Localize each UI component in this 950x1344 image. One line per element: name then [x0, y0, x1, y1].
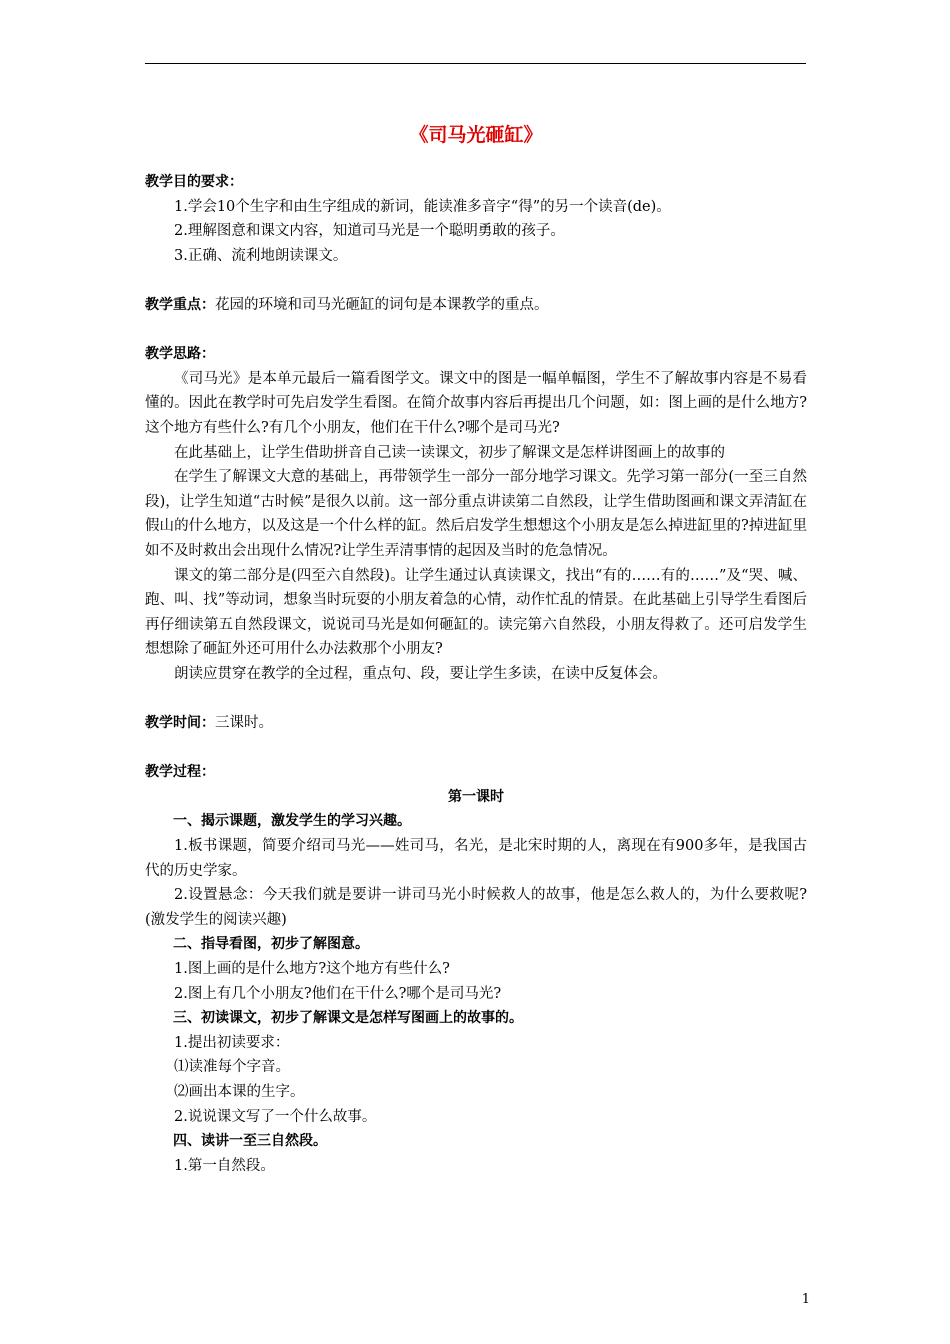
step-heading: 四、读讲一至三自然段。	[173, 1133, 327, 1150]
approach-paragraph: 《司马光》是本单元最后一篇看图学文。课文中的图是一幅单幅图，学生不了解故事内容是不易看懂的。因此在教学时可先启发学生看图。在简介故事内容后再提出几个问题，如：图上画的是什么地方?这个地方有些什么?有几个小朋友，他们在干什么?哪个是司马光?	[145, 370, 807, 436]
objective-item: 1.学会10个生字和由生字组成的新词，能读准多音字“得”的另一个读音(de)。	[174, 198, 671, 215]
step-item: 2.设置悬念：今天我们就是要讲一讲司马光小时候救人的故事，他是怎么救人的，为什么要救呢?(激发学生的阅读兴趣)	[145, 887, 807, 928]
step-item: 2.图上有几个小朋友?他们在干什么?哪个是司马光?	[174, 985, 502, 1002]
time-text: 三课时。	[215, 715, 273, 732]
approach-paragraph: 在此基础上，让学生借助拼音自己读一读课文，初步了解课文是怎样讲图画上的故事的	[174, 444, 725, 461]
approach-paragraph: 朗读应贯穿在教学的全过程，重点句、段，要让学生多读，在读中反复体会。	[174, 665, 667, 682]
time-label: 教学时间：	[145, 715, 215, 732]
step-item: ⑴读准每个字音。	[174, 1059, 290, 1076]
process-label: 教学过程：	[145, 764, 215, 781]
objectives-section	[145, 170, 807, 268]
key-points-label: 教学重点：	[145, 296, 215, 313]
approach-label: 教学思路：	[145, 346, 215, 363]
step-item: 2.说说课文写了一个什么故事。	[174, 1108, 377, 1125]
step-item: 1.图上画的是什么地方?这个地方有些什么?	[174, 961, 450, 977]
objectives-label: 教学目的要求：	[145, 174, 243, 190]
step-heading: 一、揭示课题，激发学生的学习兴趣。	[173, 813, 411, 830]
objective-item: 3.正确、流利地朗读课文。	[174, 247, 348, 264]
key-points-text: 花园的环境和司马光砸缸的词句是本课教学的重点。	[215, 296, 549, 313]
step-item: 1.第一自然段。	[174, 1157, 275, 1174]
page-number: 1	[801, 1292, 810, 1307]
step-item: ⑵画出本课的生字。	[174, 1083, 305, 1100]
time-section	[145, 711, 807, 736]
document-body	[145, 120, 807, 1178]
process-section	[145, 760, 807, 1178]
approach-paragraph: 在学生了解课文大意的基础上，再带领学生一部分一部分地学习课文。先学习第一部分(一至三自然段)，让学生知道“古时候”是很久以前。这一部分重点讲读第二自然段，让学生借助图画和课文弄清缸在假山的什么地方，以及这是一个什么样的缸。然后启发学生想想这个小朋友是怎么掉进缸里的?掉进缸里如不及时救出会出现什么情况?让学生弄清事情的起因及当时的危急情况。	[145, 469, 807, 559]
step-item: 1.提出初读要求：	[174, 1034, 290, 1051]
step-heading: 二、指导看图，初步了解图意。	[173, 936, 369, 953]
step-heading: 三、初读课文，初步了解课文是怎样写图画上的故事的。	[173, 1010, 523, 1027]
approach-paragraph: 课文的第二部分是(四至六自然段)。让学生通过认真读课文，找出“有的……有的……”及“哭、喊、跑、叫、找”等动词，想象当时玩耍的小朋友着急的心情，动作忙乱的情景。在此基础上引导学生看图后再仔细读第五自然段课文，说说司马光是如何砸缸的。读完第六自然段，小朋友得救了。还可启发学生想想除了砸缸外还可用什么办法救那个小朋友?	[145, 567, 807, 658]
objective-item: 2.理解图意和课文内容，知道司马光是一个聪明勇敢的孩子。	[174, 223, 565, 240]
document-title: 《司马光砸缸》	[409, 124, 543, 146]
approach-section	[145, 342, 807, 686]
key-points-section	[145, 293, 807, 318]
header-rule	[145, 63, 806, 64]
lesson-title: 第一课时	[448, 788, 504, 805]
step-item: 1.板书课题，简要介绍司马光——姓司马，名光，是北宋时期的人，离现在有900多年，是我国古代的历史学家。	[145, 838, 807, 879]
